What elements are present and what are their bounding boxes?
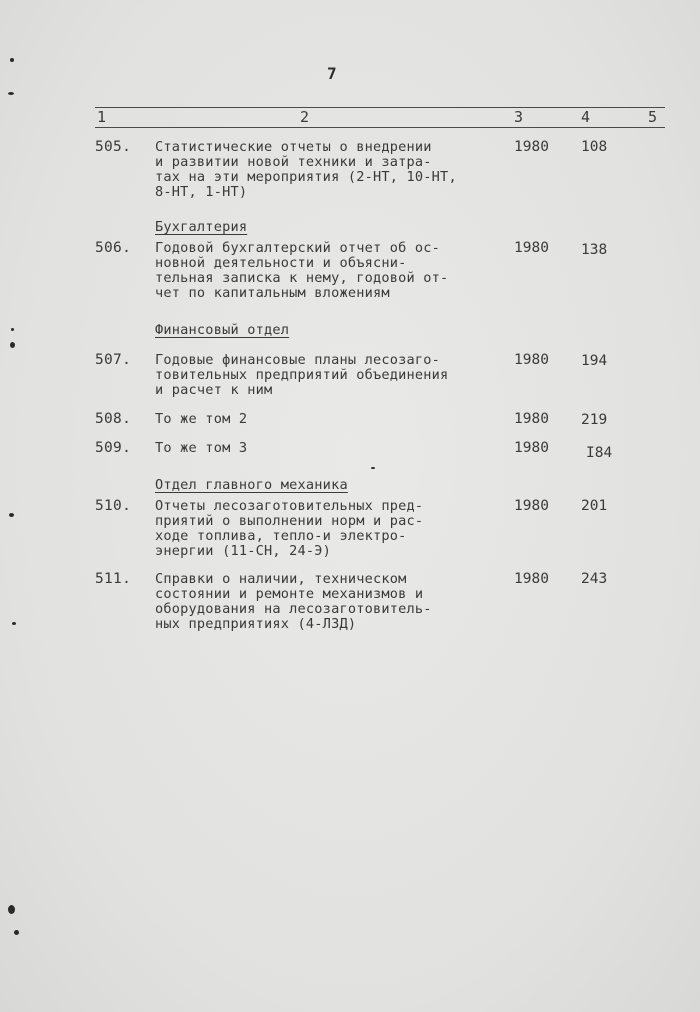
row-year: 1980 bbox=[514, 571, 549, 587]
section-heading-accounting: Бухгалтерия bbox=[155, 219, 248, 235]
row-year: 1980 bbox=[514, 498, 549, 514]
row-title: Справки о наличии, техническом состоянии и ремонте механизмов и оборудования на лесозаготовитель- ных предприятиях (4-ЛЗД) bbox=[155, 571, 432, 632]
row-title: Отчеты лесозаготовительных пред- приятий о выполнении норм и рас- ходе топлива, тепло-и электро- энергии (11-СН, 24-Э) bbox=[155, 498, 424, 559]
row-title: Годовые финансовые планы лесозаго- товительных предприятий объединения и расчет к ним bbox=[155, 352, 449, 398]
row-title: Годовой бухгалтерский отчет об ос- новной деятельности и объясни- тельная записка к нему, годовой от- чет по капитальным вложениям bbox=[155, 240, 449, 301]
column-header-2: 2 bbox=[300, 108, 310, 126]
row-pages: 243 bbox=[581, 571, 608, 587]
margin-speck bbox=[10, 58, 14, 62]
table-top-rule bbox=[95, 107, 665, 108]
column-header-4: 4 bbox=[581, 108, 591, 126]
row-year: 1980 bbox=[514, 352, 549, 368]
row-pages: 108 bbox=[581, 139, 608, 155]
section-heading-chief-mechanic: Отдел главного механика bbox=[155, 477, 348, 493]
row-number: 505. bbox=[95, 139, 132, 155]
row-number: 509. bbox=[95, 440, 132, 456]
column-header-1: 1 bbox=[97, 108, 107, 126]
row-pages: 201 bbox=[581, 498, 608, 514]
column-header-5: 5 bbox=[648, 108, 658, 126]
margin-speck bbox=[9, 513, 14, 517]
margin-speck bbox=[11, 328, 14, 331]
section-heading-finance: Финансовый отдел bbox=[155, 322, 290, 338]
row-number: 507. bbox=[95, 352, 132, 368]
margin-speck bbox=[14, 930, 19, 935]
row-number: 506. bbox=[95, 240, 132, 256]
row-year: 1980 bbox=[514, 240, 549, 256]
margin-speck bbox=[8, 905, 15, 914]
row-title: То же том 2 bbox=[155, 411, 248, 427]
row-number: 511. bbox=[95, 571, 132, 587]
margin-speck bbox=[10, 342, 15, 348]
row-pages: 194 bbox=[581, 353, 608, 369]
table-header-rule bbox=[95, 127, 665, 128]
row-title: То же том 3 bbox=[155, 440, 248, 456]
margin-speck bbox=[371, 467, 375, 469]
page-number: 7 bbox=[327, 64, 337, 83]
row-year: 1980 bbox=[514, 411, 549, 427]
column-header-3: 3 bbox=[514, 108, 524, 126]
row-year: 1980 bbox=[514, 440, 549, 456]
row-number: 510. bbox=[95, 498, 132, 514]
margin-speck bbox=[8, 92, 14, 95]
row-title: Статистические отчеты о внедрении и развитии новой техники и затра- тах на эти мероприятия (2-НТ, 10-НТ, 8-НТ, 1-НТ) bbox=[155, 139, 457, 200]
row-number: 508. bbox=[95, 411, 132, 427]
row-pages: I84 bbox=[586, 445, 613, 461]
row-year: 1980 bbox=[514, 139, 549, 155]
row-pages: 219 bbox=[581, 412, 608, 428]
row-pages: 138 bbox=[581, 242, 608, 258]
margin-speck bbox=[12, 622, 16, 625]
